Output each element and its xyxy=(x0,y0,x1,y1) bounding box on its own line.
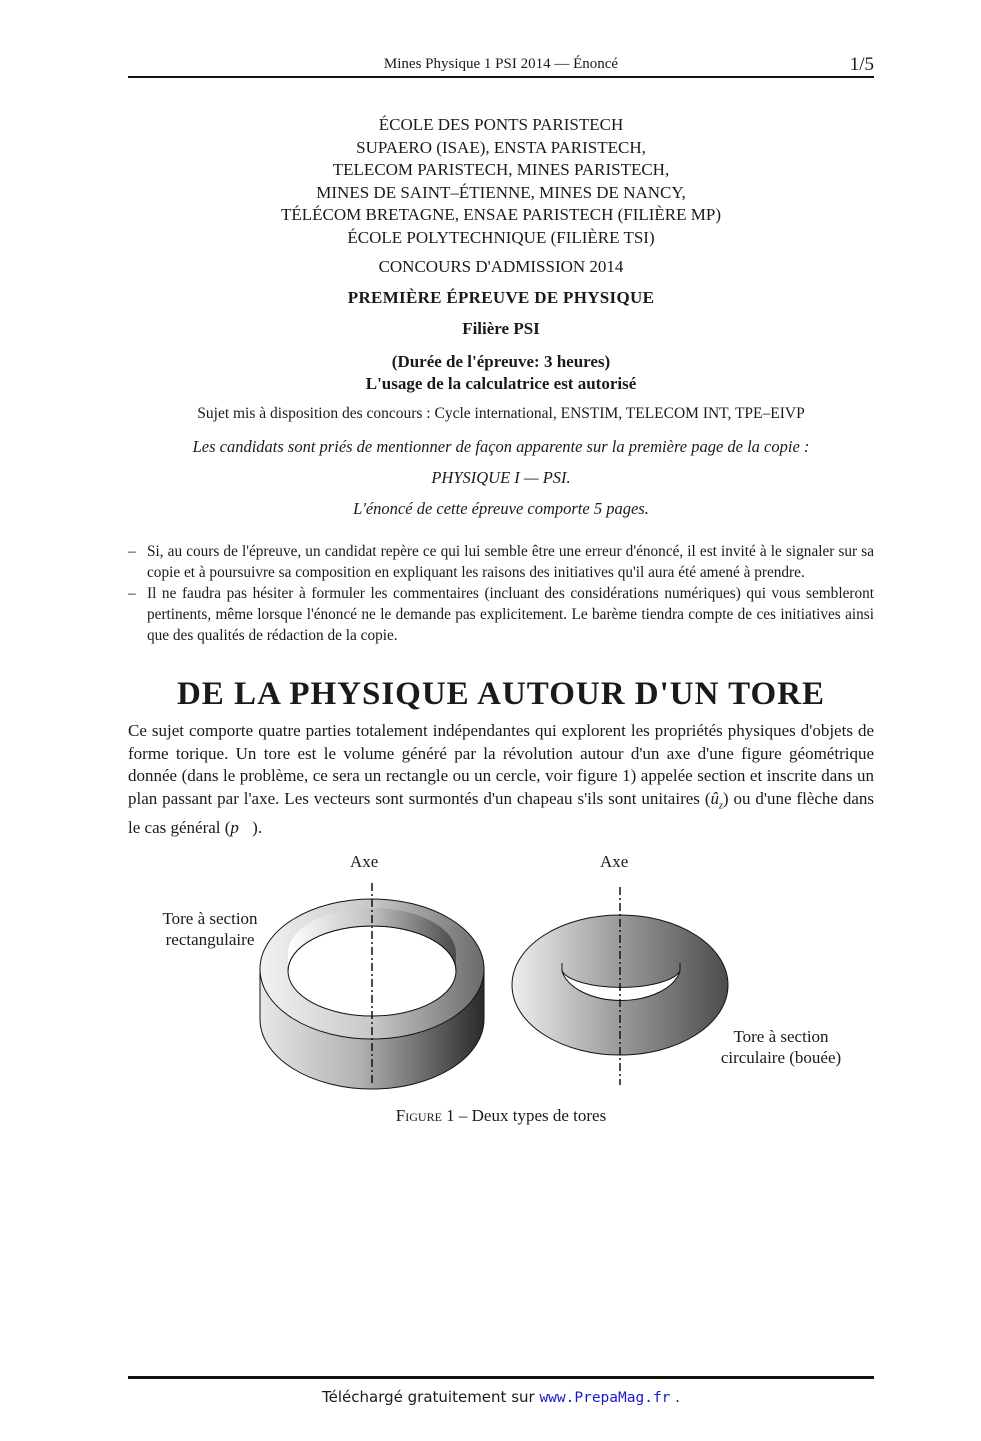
circular-torus xyxy=(512,887,728,1085)
school-line: TELECOM PARISTECH, MINES PARISTECH, xyxy=(332,160,670,179)
label-line: Tore à section xyxy=(733,1027,829,1046)
unit-vector-subscript: z xyxy=(718,799,723,811)
footer-text: Téléchargé gratuitement sur xyxy=(322,1388,540,1406)
label-rectangular-torus xyxy=(148,908,272,950)
torus-illustration xyxy=(128,845,874,1145)
instruction-item xyxy=(128,541,874,583)
epreuve-title: PREMIÈRE ÉPREUVE DE PHYSIQUE xyxy=(347,288,655,307)
filiere-label: Filière PSI xyxy=(462,319,540,338)
label-line: Tore à section xyxy=(162,909,258,928)
school-line: TÉLÉCOM BRETAGNE, ENSAE PARISTECH (FILIÈRE MP) xyxy=(280,205,722,224)
prepamag-link[interactable]: www.PrepaMag.fr xyxy=(539,1390,671,1406)
school-line: ÉCOLE DES PONTS PARISTECH xyxy=(378,115,624,134)
bullet-dash: – xyxy=(128,543,136,560)
intro-text: ). xyxy=(252,818,263,838)
figure-1 xyxy=(128,845,874,1145)
duration-block xyxy=(128,351,874,395)
intro-text: Ce sujet comporte quatre parties totalement indépendantes qui explorent les propriétés physiques d'objets de forme torique. Un tore est le volume généré par la révolution autour d'un axe d'une figure géométrique donnée (dans le problème, ce sera un rectangle ou un cercle, voir figure 1) appelée section et inscrite dans un plan passant par l'axe. Les vecteurs sont surmontés d'un chapeau s'ils sont unitaires ( xyxy=(128,721,874,808)
page-count-note: L'énoncé de cette épreuve comporte 5 pages. xyxy=(353,499,649,518)
caption-prefix: Figure 1 xyxy=(395,1106,455,1125)
physique-label: PHYSIQUE I — PSI. xyxy=(431,468,571,487)
schools-list xyxy=(128,114,874,249)
duration-label: (Durée de l'épreuve: 3 heures) xyxy=(391,352,611,371)
page-header xyxy=(128,54,874,76)
header-rule xyxy=(128,76,874,78)
page-footer xyxy=(128,1388,874,1406)
unit-vector-symbol: û xyxy=(710,788,719,808)
axis-label-right: Axe xyxy=(600,852,629,871)
school-line: ÉCOLE POLYTECHNIQUE (FILIÈRE TSI) xyxy=(347,227,655,247)
sujet-note: Sujet mis à disposition des concours : Cycle international, ENSTIM, TELECOM INT, TPE–EIVP xyxy=(197,405,805,422)
label-circular-torus xyxy=(706,1026,856,1068)
header-title: Mines Physique 1 PSI 2014 — Énoncé xyxy=(383,56,619,72)
school-line: SUPAERO (ISAE), ENSTA PARISTECH, xyxy=(356,137,646,157)
school-line: MINES DE SAINT–ÉTIENNE, MINES DE NANCY, xyxy=(316,182,686,202)
intro-paragraph xyxy=(128,720,874,840)
label-line: rectangulaire xyxy=(165,930,255,949)
instruction-text: Si, au cours de l'épreuve, un candidat repère ce qui lui semble être une erreur d'énoncé, il est invité à le signaler sur sa copie et à poursuivre sa composition en expliquant les raisons des initiatives qu'il aura été amené à prendre. xyxy=(147,543,874,581)
footer-suffix: . xyxy=(670,1388,680,1406)
caption-text: – Deux types de tores xyxy=(454,1106,607,1125)
intro-text: ) ou d'une flèche dans le cas général ( xyxy=(128,788,875,838)
axis-label-left: Axe xyxy=(350,852,379,871)
instruction-item xyxy=(128,583,874,646)
instruction-text: Il ne faudra pas hésiter à formuler les commentaires (incluant des considérations numériques) qui vous sembleront pertinents, même lorsque l'énoncé ne le demande pas explicitement. Le barème tiendra compte de ces initiatives ainsi que des qualités de rédaction de la copie. xyxy=(147,585,874,644)
bullet-dash: – xyxy=(128,585,136,602)
instructions-list xyxy=(128,541,874,646)
calculator-note: L'usage de la calculatrice est autorisé xyxy=(365,374,637,393)
figure-caption xyxy=(128,1106,874,1126)
rectangular-torus xyxy=(260,883,484,1089)
label-line: circulaire (bouée) xyxy=(720,1048,842,1067)
footer-rule xyxy=(128,1376,874,1379)
vector-symbol: p⃗ xyxy=(230,818,253,838)
concours-title: CONCOURS D'ADMISSION 2014 xyxy=(378,257,624,276)
main-title: DE LA PHYSIQUE AUTOUR D'UN TORE xyxy=(176,676,826,712)
page-number: 1/5 xyxy=(849,54,874,75)
candidates-instruction: Les candidats sont priés de mentionner de façon apparente sur la première page de la copie : xyxy=(192,437,810,456)
